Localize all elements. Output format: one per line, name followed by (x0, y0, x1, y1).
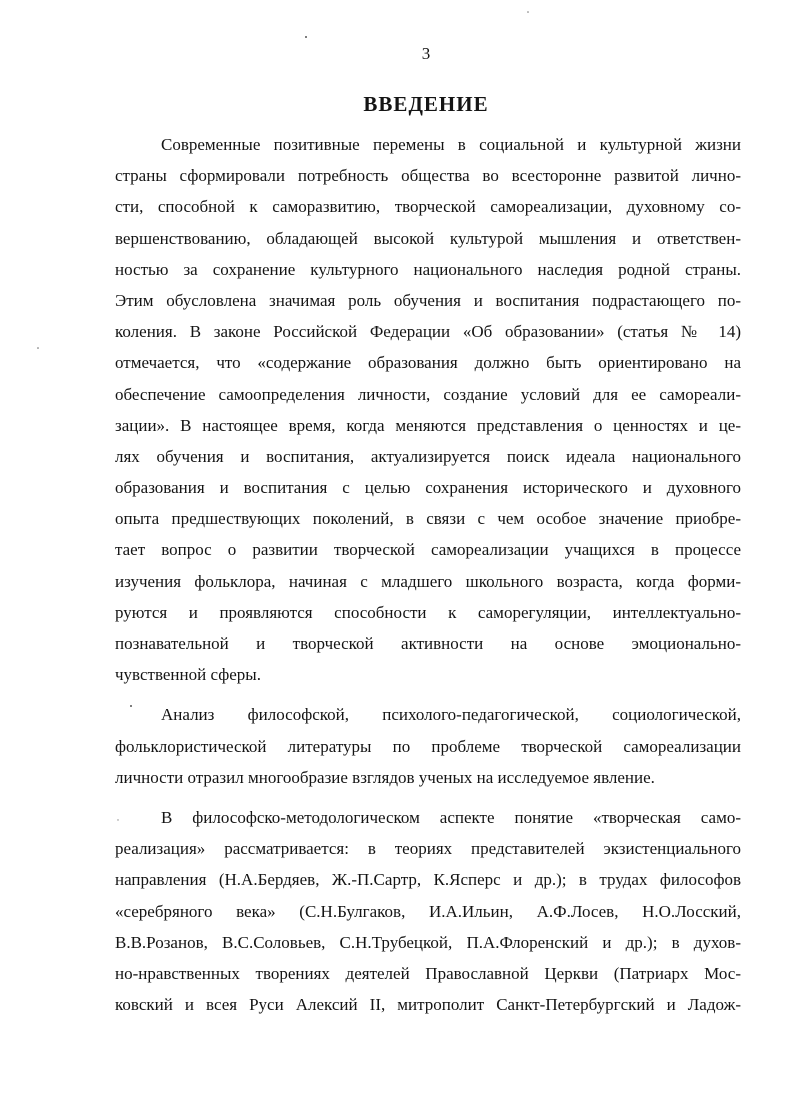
text-line: В философско-методологическом аспекте понятие «творческая само- (161, 807, 741, 827)
text-line: обеспечение самоопределения личности, создание условий для ее самореали- (115, 384, 741, 404)
text-line: ностью за сохранение культурного национального наследия родной страны. (115, 259, 741, 279)
text-line: коления. В законе Российской Федерации «Об образовании» (статья № 14) (115, 322, 741, 342)
paragraph-2 (115, 699, 741, 793)
text-line: ковский и всея Руси Алексий II, митрополит Санкт-Петербургский и Ладож- (115, 995, 741, 1015)
text-line: чувственной сферы. (115, 665, 261, 685)
text-line: страны сформировали потребность общества во всесторонне развитой лично- (115, 166, 741, 186)
text-line: направления (Н.А.Бердяев, Ж.-П.Сартр, К.Ясперс и др.); в трудах философов (115, 870, 741, 890)
text-line: лях обучения и воспитания, актуализируется поиск идеала национального (115, 446, 741, 466)
text-line: руются и проявляются способности к саморегуляции, интеллектуально- (115, 602, 741, 622)
paragraph-1 (115, 129, 741, 690)
text-line: личности отразил многообразие взглядов ученых на исследуемое явление. (115, 767, 655, 787)
text-line: изучения фольклора, начиная с младшего школьного возраста, когда форми- (115, 571, 741, 591)
text-line: тает вопрос о развитии творческой самореализации учащихся в процессе (115, 540, 741, 560)
text-line: зации». В настоящее время, когда меняются представления о ценностях и це- (115, 415, 741, 435)
text-line: В.В.Розанов, В.С.Соловьев, С.Н.Трубецкой, П.А.Флоренский и др.); в духов- (115, 932, 741, 952)
text-line: Анализ философской, психолого-педагогической, социологической, (161, 705, 741, 725)
text-line: но-нравственных творениях деятелей Православной Церкви (Патриарх Мос- (115, 963, 741, 983)
paragraph-3 (115, 802, 741, 1020)
text-line: «серебряного века» (С.Н.Булгаков, И.А.Ильин, А.Ф.Лосев, Н.О.Лосский, (115, 901, 741, 921)
text-line: Современные позитивные перемены в социальной и культурной жизни (161, 135, 741, 154)
text-line: познавательной и творческой активности на основе эмоционально- (115, 634, 741, 653)
text-line: сти, способной к саморазвитию, творческой самореализации, духовному со- (115, 197, 741, 217)
text-line: Этим обусловлена значимая роль обучения и воспитания подрастающего по- (115, 290, 741, 310)
text-line: опыта предшествующих поколений, в связи с чем особое значение приобре- (115, 509, 741, 529)
text-line: фольклористической литературы по проблеме творческой самореализации (115, 736, 741, 756)
page-number: 3 (421, 44, 431, 63)
text-line: вершенствованию, обладающей высокой культурой мышления и ответствен- (115, 228, 741, 248)
body-text (115, 129, 741, 1020)
section-heading: ВВЕДЕНИЕ (363, 92, 489, 116)
text-line: реализация» рассматривается: в теориях представителей экзистенциального (115, 839, 741, 859)
text-line: образования и воспитания с целью сохранения исторического и духовного (115, 478, 741, 498)
text-line: отмечается, что «содержание образования должно быть ориентировано на (115, 353, 741, 373)
